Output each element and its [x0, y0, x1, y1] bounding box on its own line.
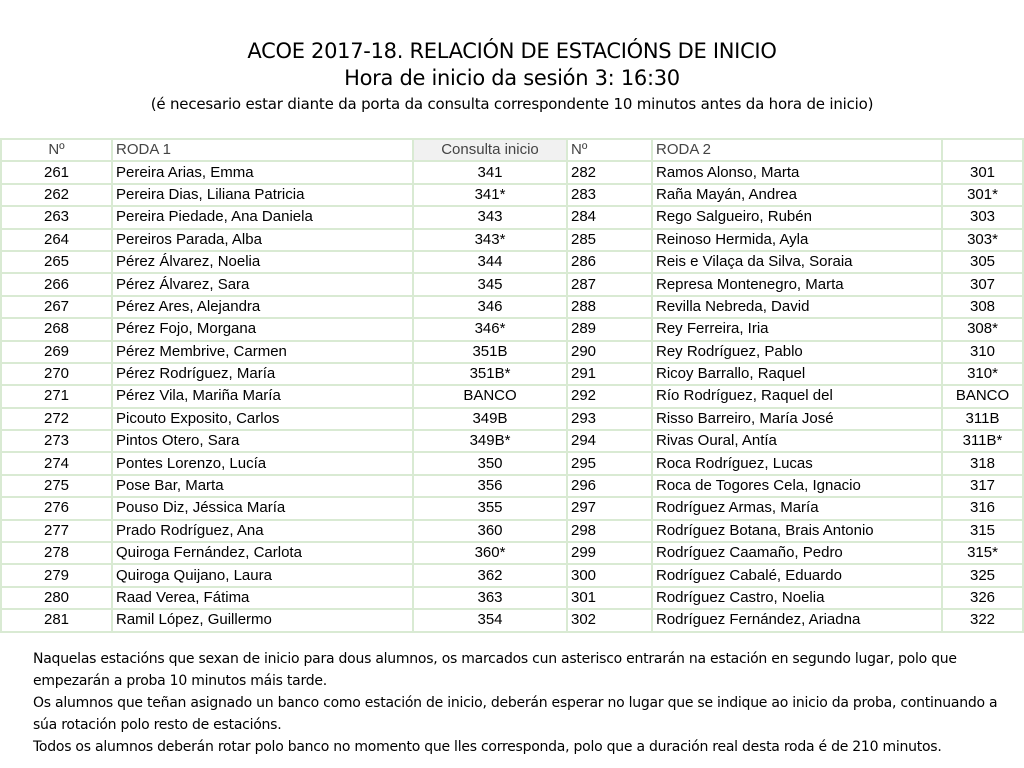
- col-name-roda2: Ricoy Barrallo, Raquel: [653, 364, 943, 386]
- header-col-name-roda2: RODA 2: [653, 138, 943, 162]
- table-row: [0, 453, 1024, 475]
- col-name-roda1: Pérez Membrive, Carmen: [113, 342, 414, 364]
- col-name-roda2: Roca de Togores Cela, Ignacio: [653, 476, 943, 498]
- col-station-roda2: 326: [943, 588, 1024, 610]
- col-station-roda2: 301: [943, 162, 1024, 184]
- col-name-roda1: Pérez Vila, Mariña María: [113, 386, 414, 408]
- col-number-roda2: 298: [568, 521, 653, 543]
- col-number-roda2: 291: [568, 364, 653, 386]
- col-number-roda1: 271: [0, 386, 113, 408]
- header-col-station-roda1: Consulta inicio: [414, 138, 568, 162]
- col-station-roda1: 349B*: [414, 431, 568, 453]
- table-row: [0, 319, 1024, 341]
- col-number-roda1: 276: [0, 498, 113, 520]
- table-row: [0, 274, 1024, 296]
- table-row: [0, 565, 1024, 587]
- footer-notes: [33, 648, 1003, 758]
- col-name-roda2: Rodríguez Armas, María: [653, 498, 943, 520]
- header-col-number-roda1: Nº: [0, 138, 113, 162]
- col-number-roda1: 272: [0, 409, 113, 431]
- table-row: [0, 252, 1024, 274]
- table-row: [0, 476, 1024, 498]
- col-number-roda1: 267: [0, 297, 113, 319]
- col-station-roda2: 303: [943, 207, 1024, 229]
- col-station-roda1: 363: [414, 588, 568, 610]
- col-name-roda1: Pérez Álvarez, Noelia: [113, 252, 414, 274]
- col-number-roda2: 294: [568, 431, 653, 453]
- col-station-roda1: 349B: [414, 409, 568, 431]
- col-name-roda1: Pontes Lorenzo, Lucía: [113, 453, 414, 475]
- col-station-roda1: 343*: [414, 230, 568, 252]
- col-name-roda2: Rey Rodríguez, Pablo: [653, 342, 943, 364]
- col-name-roda2: Roca Rodríguez, Lucas: [653, 453, 943, 475]
- table-row: [0, 207, 1024, 229]
- col-name-roda1: Pérez Fojo, Morgana: [113, 319, 414, 341]
- col-number-roda1: 270: [0, 364, 113, 386]
- col-station-roda1: 344: [414, 252, 568, 274]
- col-name-roda1: Pose Bar, Marta: [113, 476, 414, 498]
- col-name-roda2: Represa Montenegro, Marta: [653, 274, 943, 296]
- col-name-roda2: Risso Barreiro, María José: [653, 409, 943, 431]
- table-row: [0, 230, 1024, 252]
- col-number-roda2: 288: [568, 297, 653, 319]
- col-name-roda2: Rodríguez Botana, Brais Antonio: [653, 521, 943, 543]
- col-name-roda2: Rodríguez Castro, Noelia: [653, 588, 943, 610]
- col-number-roda1: 275: [0, 476, 113, 498]
- col-station-roda2: 325: [943, 565, 1024, 587]
- col-station-roda2: 307: [943, 274, 1024, 296]
- col-station-roda2: 303*: [943, 230, 1024, 252]
- page-header: [0, 38, 1024, 115]
- col-name-roda1: Pereira Arias, Emma: [113, 162, 414, 184]
- table-row: [0, 409, 1024, 431]
- col-station-roda1: 360*: [414, 543, 568, 565]
- col-number-roda1: 264: [0, 230, 113, 252]
- table-row: [0, 498, 1024, 520]
- col-number-roda2: 292: [568, 386, 653, 408]
- col-name-roda1: Pereira Dias, Liliana Patricia: [113, 185, 414, 207]
- col-station-roda2: 315*: [943, 543, 1024, 565]
- col-number-roda1: 261: [0, 162, 113, 184]
- col-station-roda1: 345: [414, 274, 568, 296]
- col-name-roda1: Prado Rodríguez, Ana: [113, 521, 414, 543]
- col-number-roda2: 284: [568, 207, 653, 229]
- col-station-roda2: 317: [943, 476, 1024, 498]
- col-name-roda1: Pouso Diz, Jéssica María: [113, 498, 414, 520]
- col-number-roda2: 302: [568, 610, 653, 632]
- footer-paragraph-banco: Os alumnos que teñan asignado un banco como estación de inicio, deberán esperar no lugar que se indique ao inicio da proba, continuando a súa rotación polo resto de estacións.: [33, 695, 998, 733]
- col-number-roda1: 265: [0, 252, 113, 274]
- col-number-roda2: 286: [568, 252, 653, 274]
- col-name-roda1: Quiroga Fernández, Carlota: [113, 543, 414, 565]
- col-name-roda2: Rodríguez Cabalé, Eduardo: [653, 565, 943, 587]
- table-row: [0, 342, 1024, 364]
- col-station-roda2: BANCO: [943, 386, 1024, 408]
- col-number-roda2: 283: [568, 185, 653, 207]
- col-name-roda1: Quiroga Quijano, Laura: [113, 565, 414, 587]
- header-col-number-roda2: Nº: [568, 138, 653, 162]
- table-header-row: [0, 138, 1024, 162]
- table-row: [0, 185, 1024, 207]
- col-name-roda1: Picouto Exposito, Carlos: [113, 409, 414, 431]
- col-number-roda1: 281: [0, 610, 113, 632]
- col-station-roda1: BANCO: [414, 386, 568, 408]
- col-name-roda1: Pereira Piedade, Ana Daniela: [113, 207, 414, 229]
- col-station-roda1: 350: [414, 453, 568, 475]
- col-name-roda1: Pereiros Parada, Alba: [113, 230, 414, 252]
- col-number-roda1: 277: [0, 521, 113, 543]
- col-station-roda1: 360: [414, 521, 568, 543]
- col-station-roda1: 354: [414, 610, 568, 632]
- col-number-roda1: 274: [0, 453, 113, 475]
- stations-table: [0, 138, 1024, 633]
- footer-paragraph-asterisk: Naquelas estacións que sexan de inicio para dous alumnos, os marcados cun asterisco entrarán na estación en segundo lugar, polo que empezarán a proba 10 minutos máis tarde.: [33, 651, 957, 689]
- col-station-roda1: 341*: [414, 185, 568, 207]
- table-row: [0, 610, 1024, 632]
- header-col-name-roda1: RODA 1: [113, 138, 414, 162]
- col-name-roda1: Pérez Álvarez, Sara: [113, 274, 414, 296]
- col-number-roda1: 263: [0, 207, 113, 229]
- col-number-roda2: 297: [568, 498, 653, 520]
- col-station-roda2: 311B*: [943, 431, 1024, 453]
- col-number-roda2: 289: [568, 319, 653, 341]
- col-number-roda2: 300: [568, 565, 653, 587]
- col-number-roda1: 269: [0, 342, 113, 364]
- col-station-roda1: 351B: [414, 342, 568, 364]
- col-name-roda2: Ramos Alonso, Marta: [653, 162, 943, 184]
- table-row: [0, 297, 1024, 319]
- col-number-roda1: 273: [0, 431, 113, 453]
- col-number-roda1: 266: [0, 274, 113, 296]
- col-station-roda1: 341: [414, 162, 568, 184]
- col-number-roda1: 280: [0, 588, 113, 610]
- col-number-roda1: 278: [0, 543, 113, 565]
- table-row: [0, 521, 1024, 543]
- col-name-roda1: Pérez Ares, Alejandra: [113, 297, 414, 319]
- col-station-roda2: 315: [943, 521, 1024, 543]
- col-station-roda2: 301*: [943, 185, 1024, 207]
- col-name-roda2: Reis e Vilaça da Silva, Soraia: [653, 252, 943, 274]
- col-station-roda1: 346*: [414, 319, 568, 341]
- table-row: [0, 543, 1024, 565]
- col-number-roda1: 268: [0, 319, 113, 341]
- col-name-roda2: Raña Mayán, Andrea: [653, 185, 943, 207]
- col-number-roda2: 301: [568, 588, 653, 610]
- page-subtitle: Hora de inicio da sesión 3: 16:30: [344, 66, 680, 90]
- col-name-roda2: Rivas Oural, Antía: [653, 431, 943, 453]
- col-number-roda2: 295: [568, 453, 653, 475]
- col-name-roda1: Ramil López, Guillermo: [113, 610, 414, 632]
- col-station-roda2: 310*: [943, 364, 1024, 386]
- col-name-roda2: Reinoso Hermida, Ayla: [653, 230, 943, 252]
- col-number-roda2: 296: [568, 476, 653, 498]
- col-name-roda1: Pintos Otero, Sara: [113, 431, 414, 453]
- col-name-roda2: Río Rodríguez, Raquel del: [653, 386, 943, 408]
- table-row: [0, 364, 1024, 386]
- col-name-roda2: Rego Salgueiro, Rubén: [653, 207, 943, 229]
- col-number-roda2: 293: [568, 409, 653, 431]
- col-number-roda2: 282: [568, 162, 653, 184]
- col-station-roda1: 356: [414, 476, 568, 498]
- header-col-station-roda2: [943, 138, 1024, 162]
- table-row: [0, 431, 1024, 453]
- col-name-roda2: Rodríguez Fernández, Ariadna: [653, 610, 943, 632]
- col-name-roda2: Rodríguez Caamaño, Pedro: [653, 543, 943, 565]
- col-station-roda1: 343: [414, 207, 568, 229]
- footer-paragraph-rotation: Todos os alumnos deberán rotar polo banco no momento que lles corresponda, polo que a duración real desta roda é de 210 minutos.: [33, 739, 942, 755]
- col-station-roda2: 308*: [943, 319, 1024, 341]
- col-station-roda1: 355: [414, 498, 568, 520]
- col-station-roda1: 351B*: [414, 364, 568, 386]
- col-number-roda2: 299: [568, 543, 653, 565]
- col-name-roda1: Raad Verea, Fátima: [113, 588, 414, 610]
- col-name-roda1: Pérez Rodríguez, María: [113, 364, 414, 386]
- col-station-roda2: 322: [943, 610, 1024, 632]
- col-station-roda2: 316: [943, 498, 1024, 520]
- col-station-roda1: 346: [414, 297, 568, 319]
- page-title: ACOE 2017-18. RELACIÓN DE ESTACIÓNS DE INICIO: [247, 39, 777, 63]
- col-station-roda2: 311B: [943, 409, 1024, 431]
- col-station-roda2: 305: [943, 252, 1024, 274]
- col-station-roda2: 308: [943, 297, 1024, 319]
- page-note: (é necesario estar diante da porta da consulta correspondente 10 minutos antes da hora de inicio): [150, 95, 874, 113]
- table-row: [0, 386, 1024, 408]
- col-station-roda1: 362: [414, 565, 568, 587]
- col-number-roda2: 287: [568, 274, 653, 296]
- col-station-roda2: 318: [943, 453, 1024, 475]
- table-row: [0, 588, 1024, 610]
- table-row: [0, 162, 1024, 184]
- col-name-roda2: Revilla Nebreda, David: [653, 297, 943, 319]
- col-station-roda2: 310: [943, 342, 1024, 364]
- col-number-roda1: 262: [0, 185, 113, 207]
- col-name-roda2: Rey Ferreira, Iria: [653, 319, 943, 341]
- col-number-roda2: 285: [568, 230, 653, 252]
- col-number-roda1: 279: [0, 565, 113, 587]
- col-number-roda2: 290: [568, 342, 653, 364]
